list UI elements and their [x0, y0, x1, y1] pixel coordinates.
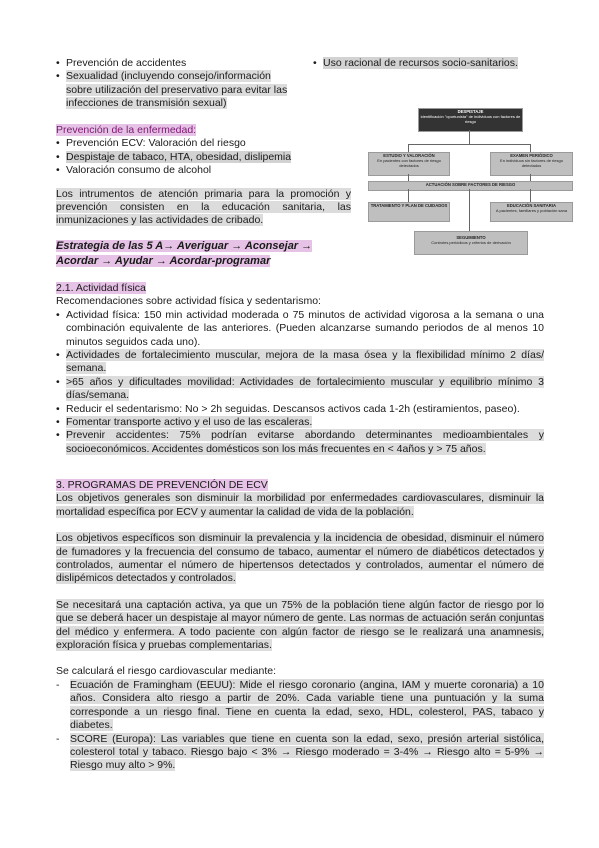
list-item: - SCORE (Europa): Las variables que tiene en cuenta son la edad, sexo, presión arterial sistólica, colesterol total y tabaco. Riesgo bajo < 3% → Riesgo moderado = 3-4% → Riesgo alto = 5-9% → Riesgo muy alto > 9%.: [56, 733, 544, 773]
list-item: • Prevenir accidentes: 75% podrían evitarse abordando determinantes medioambientales y socioeconómicos. Accidentes domésticos son los más frecuentes en < 4años y > 75 años.: [56, 429, 544, 456]
prevencion-section: [56, 124, 351, 228]
actividad-intro: Recomendaciones sobre actividad física y sedentarismo:: [56, 295, 321, 308]
programas-section: [56, 479, 544, 773]
actividad-section: [56, 282, 544, 456]
list-item: - Ecuación de Framingham (EEUU): Mide el riesgo coronario (angina, IAM y muerte coronaria) a 10 años. Considera alto riesgo a partir de 20%. Cada variable tiene una puntuación y la suma corresponde a un riesgo final. Tiene en cuenta la edad, sexo, HDL, colesterol, PAS, tabaco y diabetes.: [56, 679, 544, 733]
list-item: • Actividades de fortalecimiento muscular, mejora de la masa ósea y la flexibilidad mínimo 2 días/ semana.: [56, 349, 544, 376]
list-item: • Actividad física: 150 min actividad moderada o 75 minutos de actividad vigorosa a la semana o una combinación equivalente de las anteriores. (Pueden alcanzarse sumando periodos de al menos 10 minutos seguidos cada uno).: [56, 309, 544, 349]
top-left-list: [56, 57, 298, 111]
list-item: • Prevención ECV: Valoración del riesgo: [56, 137, 351, 150]
list-item: • Uso racional de recursos socio-sanitarios.: [313, 57, 553, 70]
diagram-right-box: EXAMEN PERIÓDICO En individuos sin factores de riesgo detectados: [490, 152, 573, 176]
list-item: • Reducir el sedentarismo: No > 2h seguidas. Descansos activos cada 1-2h (estiramientos, paseo).: [56, 403, 544, 416]
list-item: • Valoración consumo de alcohol: [56, 164, 351, 177]
prevencion-title: Prevención de la enfermedad:: [56, 124, 197, 136]
programas-p1: Los objetivos generales son disminuir la morbilidad por enfermedades cardiovasculares, disminuir la mortalidad específica por ECV y aumentar la calidad de vida de la población.: [56, 492, 544, 518]
actividad-heading: 2.1. Actividad física: [56, 282, 146, 294]
prevencion-paragraph: Los intrumentos de atención primaria para la promoción y prevención consisten en la educación sanitaria, las inmunizaciones y las actividades de cribado.: [56, 187, 351, 227]
diagram-seguimiento-box: SEGUIMIENTO Controles periódicos y criterios de derivación: [414, 231, 528, 255]
list-item: • Sexualidad (incluyendo consejo/información sobre utilización del preservativo para evitar las infecciones de transmisión sexual): [56, 70, 298, 110]
list-item: • >65 años y dificultades movilidad: Actividades de fortalecimiento muscular y equilibrio mínimo 3 días/semana.: [56, 376, 544, 403]
diagram-left-box: ESTUDIO Y VALORACIÓN En pacientes con factores de riesgo detectados: [368, 152, 450, 176]
flow-diagram: [368, 108, 571, 258]
programas-heading: 3. PROGRAMAS DE PREVENCIÓN DE ECV: [56, 479, 268, 491]
estrategia-line-1: Estrategia de las 5 A→ Averiguar → Aconsejar →: [56, 240, 313, 252]
list-item: • Fomentar transporte activo y el uso de las escaleras.: [56, 416, 544, 429]
estrategia-line-2: Acordar → Ayudar → Acordar-programar: [56, 255, 271, 267]
programas-p3: Se necesitará una captación activa, ya que un 75% de la población tiene algún factor de riesgo por lo que se deberá hacer un despistaje al mayor número de gente. Las normas de actuación serán conjuntas del médico y enfermera. A todo paciente con algún factor de riesgo se le realizará una anamnesis, exploración física y pruebas complementarias.: [56, 598, 544, 652]
estrategia-block: [56, 239, 351, 269]
programas-p2: Los objetivos específicos son disminuir la prevalencia y la incidencia de obesidad, disminuir el número de fumadores y la frecuencia del consumo de tabaco, aumentar el número de diabéticos detectados y controlados, aumentar el número de hipertensos detectados y controlados, aumentar el número de dislipémicos detectados y controlados.: [56, 532, 544, 585]
diagram-bottom-right-box: EDUCACIÓN SANITARIA A pacientes, familiares y población sana: [490, 202, 573, 222]
list-item: • Prevención de accidentes: [56, 57, 298, 70]
diagram-bottom-left-box: TRATAMIENTO Y PLAN DE CUIDADOS: [368, 202, 450, 222]
programas-p4: Se calculará el riesgo cardiovascular mediante:: [56, 665, 277, 678]
list-item: • Despistaje de tabaco, HTA, obesidad, dislipemia: [56, 151, 351, 164]
diagram-mid-box: ACTUACIÓN SOBRE FACTORES DE RIESGO: [368, 181, 573, 191]
top-right-list: [313, 57, 553, 70]
diagram-top-box: DESPISTAJE identificación "oportunista" de individuos con factores de riesgo: [418, 108, 523, 132]
